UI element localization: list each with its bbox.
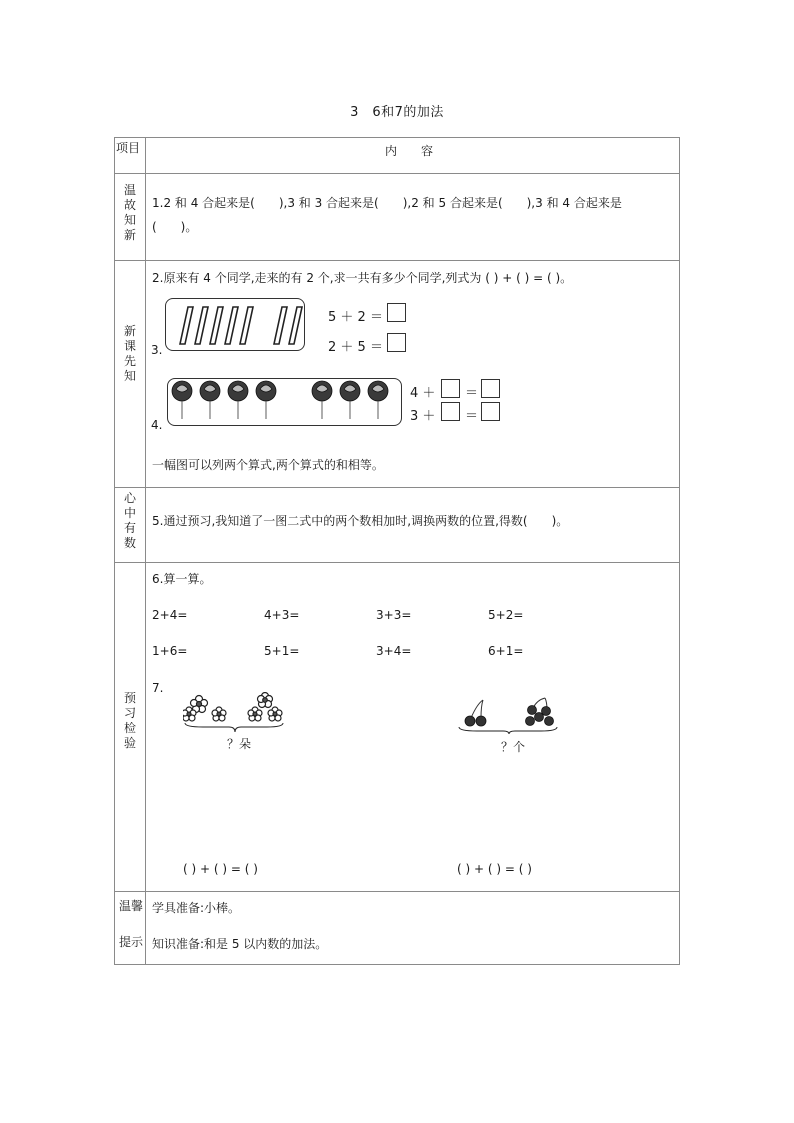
calc-item: 1+6= — [152, 644, 188, 658]
equation-7-right: ( ) + ( ) = ( ) — [457, 862, 532, 876]
answer-box[interactable] — [441, 379, 460, 398]
column-divider — [145, 138, 146, 964]
question-1-line2: ( )。 — [152, 220, 198, 234]
row-divider — [115, 260, 679, 261]
rose-icon — [168, 379, 401, 425]
question-6-heading: 6.算一算。 — [152, 572, 212, 586]
flower-icon — [183, 692, 287, 732]
question-3-number: 3. — [151, 343, 163, 357]
equation-4b-left: 3 ＋ — [410, 409, 436, 424]
equation-3a: 5 ＋ 2 ＝ — [328, 310, 383, 325]
tip-tools: 学具准备:小棒。 — [152, 901, 241, 915]
question-1-line1: 1.2 和 4 合起来是( ),3 和 3 合起来是( ),2 和 5 合起来是( ),3 和 4 合起来是 — [152, 196, 622, 210]
preview-note: 一幅图可以列两个算式,两个算式的和相等。 — [152, 458, 384, 472]
page-title: 3 6和7的加法 — [350, 105, 444, 120]
row-divider — [115, 562, 679, 563]
section-label-review: 温故知新 — [123, 183, 136, 242]
answer-box[interactable] — [441, 402, 460, 421]
equation-4a-left: 4 ＋ — [410, 386, 436, 401]
calc-item: 3+4= — [376, 644, 412, 658]
calc-item: 2+4= — [152, 608, 188, 622]
row-divider — [115, 173, 679, 174]
section-label-tip2: 提示 — [118, 935, 143, 949]
header-item-label: 项目 — [116, 141, 141, 155]
section-label-tip1: 温馨 — [118, 899, 143, 913]
section-label-preview: 新课先知 — [123, 324, 136, 383]
calc-item: 5+2= — [488, 608, 524, 622]
question-7-number: 7. — [152, 681, 164, 695]
calc-item: 5+1= — [264, 644, 300, 658]
question-5: 5.通过预习,我知道了一图二式中的两个数相加时,调换两数的位置,得数( )。 — [152, 514, 569, 528]
answer-box[interactable] — [481, 379, 500, 398]
flowers-question-label: ？朵 — [227, 737, 252, 751]
worksheet-table — [114, 137, 680, 965]
cherries-question-label: ？个 — [501, 740, 526, 754]
equation-4b-eq: ＝ — [465, 409, 479, 424]
section-label-mind: 心中有数 — [123, 491, 136, 550]
calc-item: 4+3= — [264, 608, 300, 622]
equation-3b: 2 ＋ 5 ＝ — [328, 340, 383, 355]
question-4-number: 4. — [151, 418, 163, 432]
row-divider — [115, 487, 679, 488]
question-2: 2.原来有 4 个同学,走来的有 2 个,求一共有多少个同学,列式为 ( ) + ( ) = ( )。 — [152, 271, 573, 285]
row-divider — [115, 891, 679, 892]
answer-box[interactable] — [481, 402, 500, 421]
header-content-label: 内 容 — [385, 144, 434, 158]
cherries-icon — [457, 696, 561, 734]
equation-7-left: ( ) + ( ) = ( ) — [183, 862, 258, 876]
answer-box[interactable] — [387, 333, 406, 352]
roses-picture — [167, 378, 402, 426]
answer-box[interactable] — [387, 303, 406, 322]
sticks-icon — [166, 299, 304, 350]
calc-item: 3+3= — [376, 608, 412, 622]
tip-knowledge: 知识准备:和是 5 以内数的加法。 — [152, 937, 328, 951]
equation-4a-eq: ＝ — [465, 386, 479, 401]
calc-item: 6+1= — [488, 644, 524, 658]
sticks-picture — [165, 298, 305, 351]
section-label-check: 预习检验 — [123, 691, 136, 750]
